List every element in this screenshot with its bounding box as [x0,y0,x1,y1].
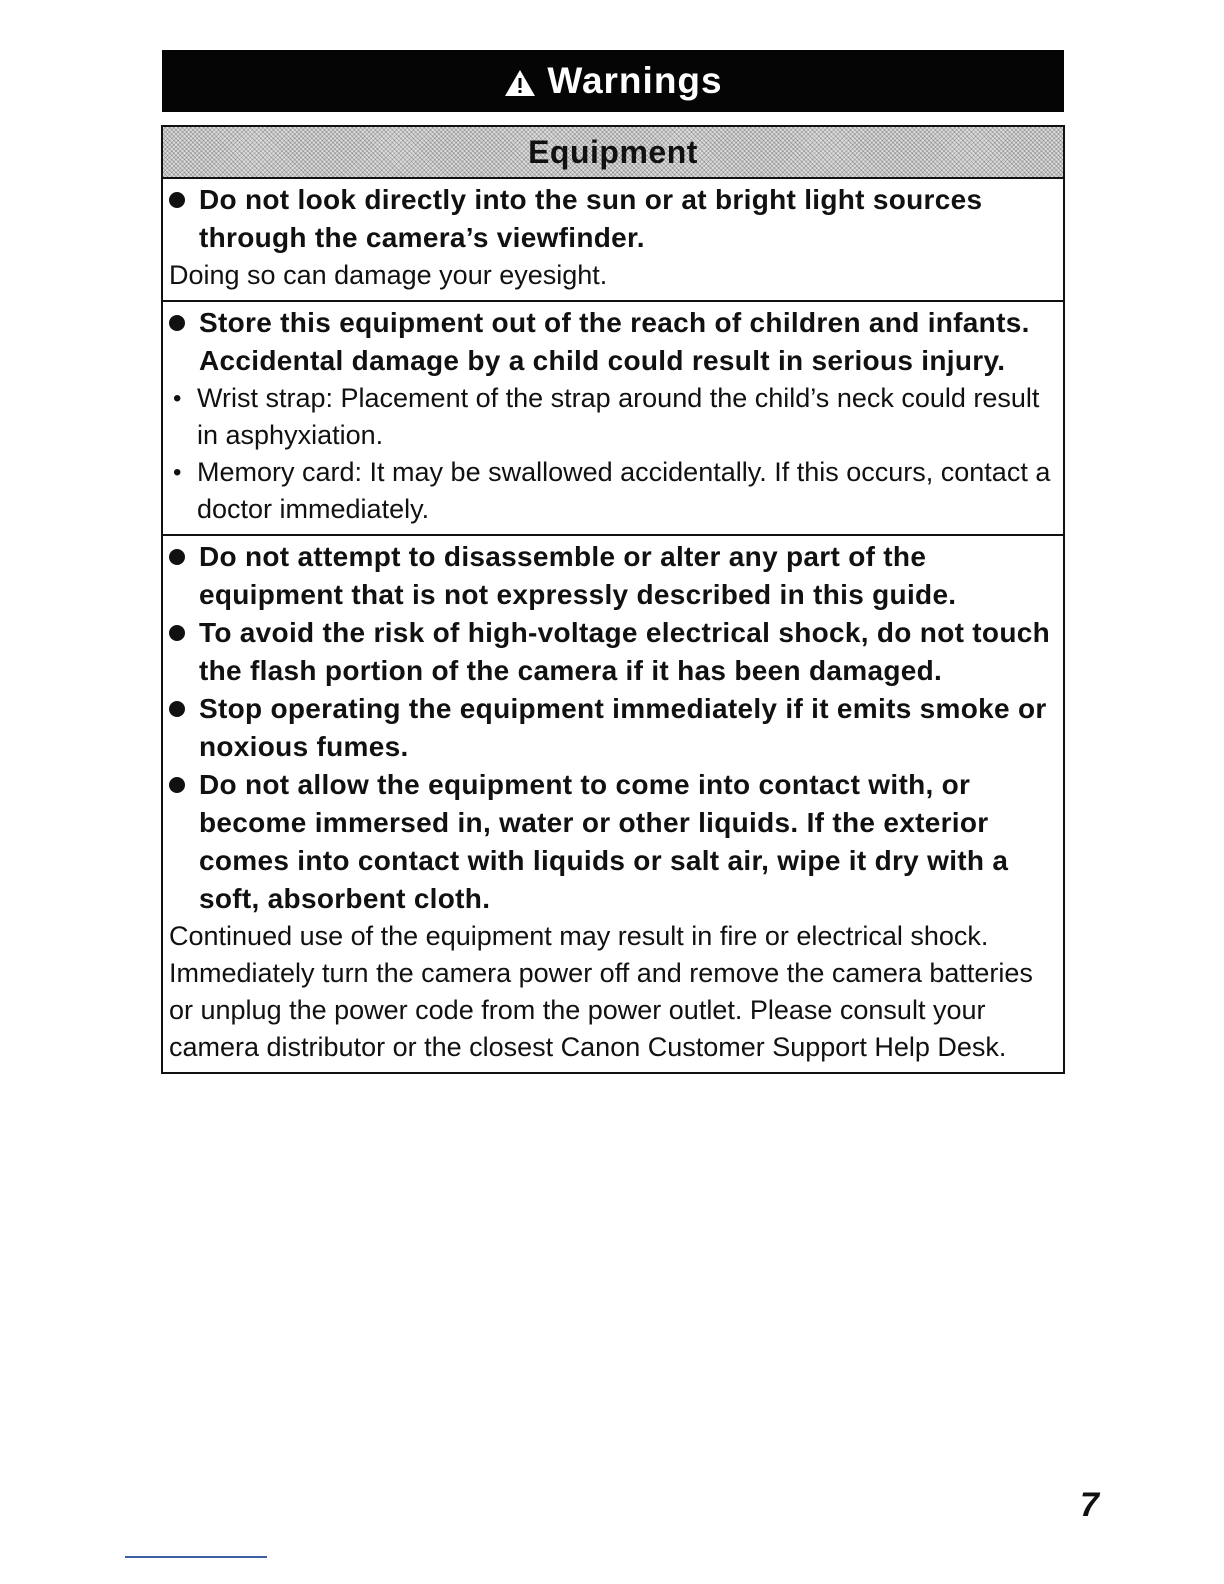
warning-item [167,304,1055,380]
warning-cell [163,536,1063,1072]
bullet-icon [169,701,185,717]
warning-item [167,181,1055,257]
warning-heading: Do not attempt to disassemble or alter any part of the equipment that is not expressly described in this guide. [199,541,957,610]
bullet-icon [169,549,185,565]
warning-item [167,538,1055,614]
warning-heading: To avoid the risk of high-voltage electrical shock, do not touch the flash portion of the camera if it has been damaged. [199,617,1051,686]
sub-bullet-icon: • [173,459,182,486]
banner-title: Warnings [547,60,723,101]
footer-divider [125,1556,267,1558]
warning-cell [163,179,1063,302]
warnings-banner [162,50,1064,112]
warning-triangle-icon [503,68,537,98]
warning-cell [163,302,1063,536]
warning-item [167,766,1055,918]
bullet-icon [169,625,185,641]
equipment-warnings-box [161,125,1065,1074]
bullet-icon [169,777,185,793]
page-number: 7 [1080,1486,1099,1524]
sub-item-text: Memory card: It may be swallowed accidentally. If this occurs, contact a doctor immediately. [197,457,1051,524]
warning-body: Continued use of the equipment may result in fire or electrical shock. Immediately turn the camera power off and remove the camera batteries or unplug the power code from the power outlet. Please consult your camera distributor or the closest Canon Customer Support Help Desk. [169,921,1033,1062]
section-header [163,127,1063,179]
sub-item-text: Wrist strap: Placement of the strap around the child’s neck could result in asphyxiation. [197,383,1040,450]
warning-item [167,614,1055,690]
sub-item [167,380,1055,454]
warning-heading: Do not allow the equipment to come into contact with, or become immersed in, water or other liquids. If the exterior comes into contact with liquids or salt air, wipe it dry with a soft, absorbent cloth. [199,769,1009,914]
warning-heading: Stop operating the equipment immediately if it emits smoke or noxious fumes. [199,693,1047,762]
bullet-icon [169,192,185,208]
warning-heading: Store this equipment out of the reach of children and infants. Accidental damage by a child could result in serious injury. [199,307,1030,376]
section-title: Equipment [528,133,698,170]
sub-item [167,454,1055,528]
bullet-icon [169,315,185,331]
warning-heading: Do not look directly into the sun or at bright light sources through the camera’s viewfinder. [199,184,983,253]
warning-item [167,690,1055,766]
sub-bullet-icon: • [173,385,182,412]
warning-body: Doing so can damage your eyesight. [169,260,608,290]
